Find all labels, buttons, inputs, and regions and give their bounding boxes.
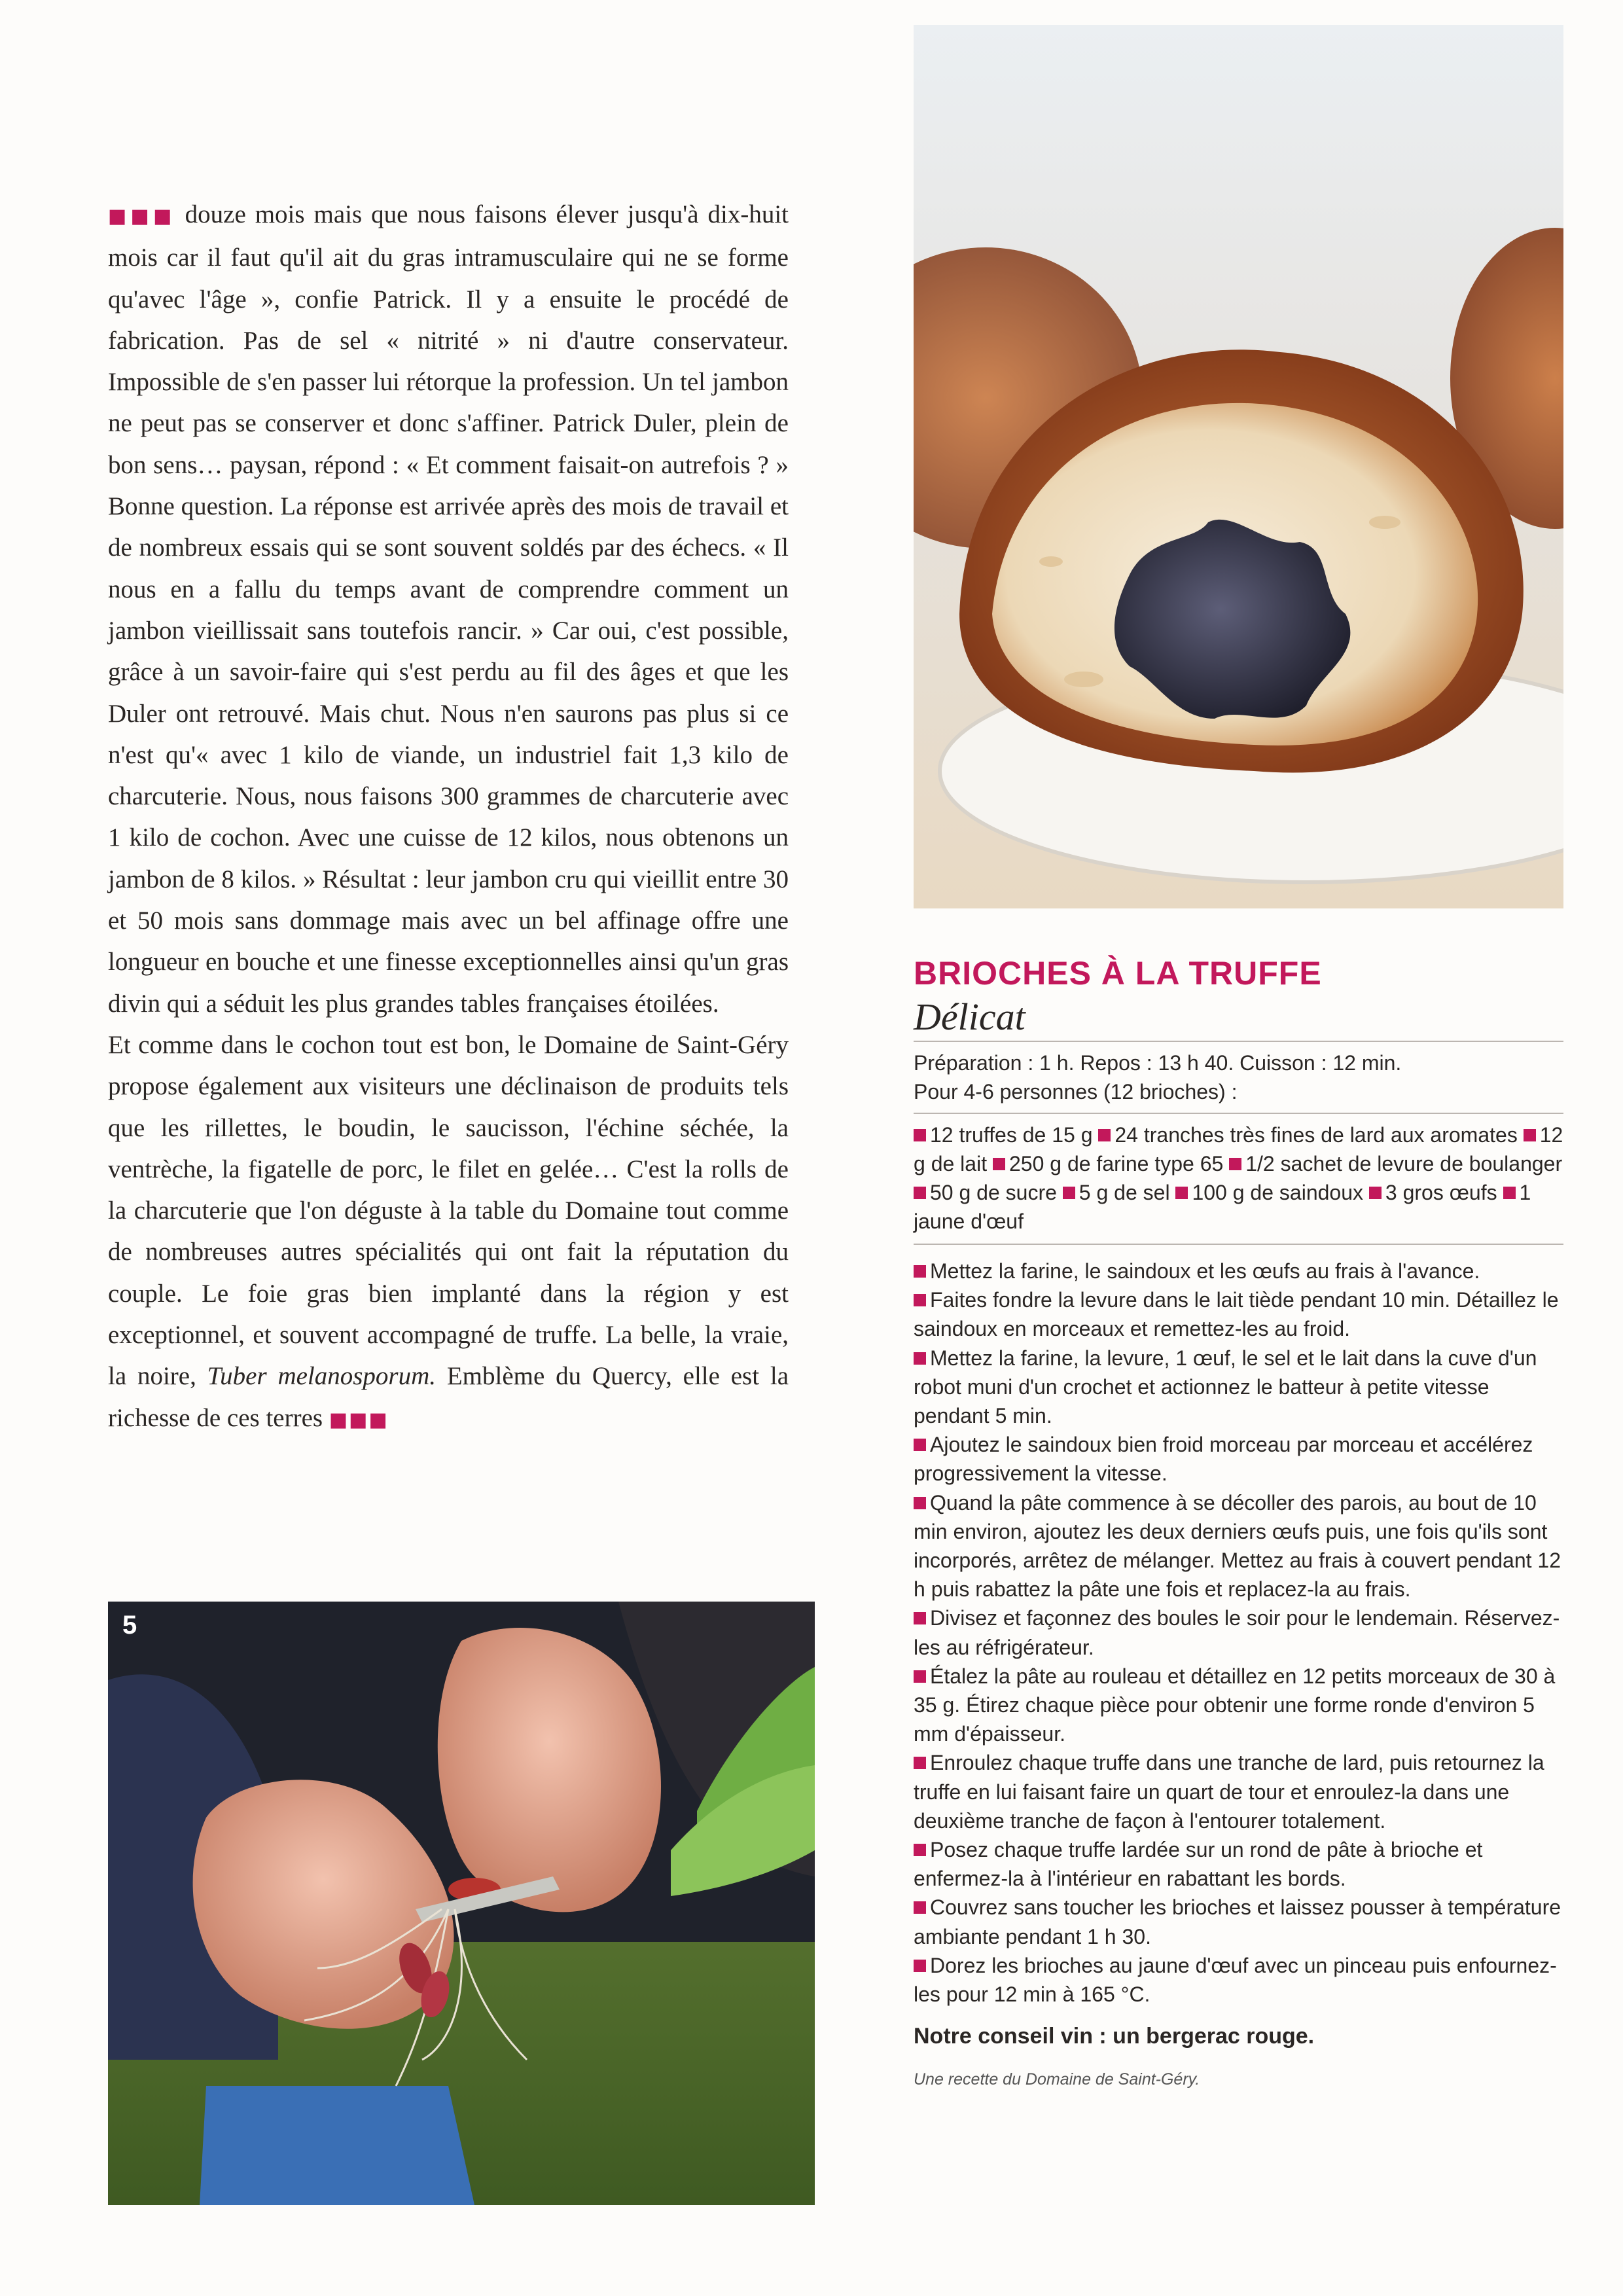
article-text-2b: Emblème du Quercy, elle est la richesse de ces terres: [108, 1362, 789, 1432]
divider: [914, 1041, 1563, 1042]
bullet-square: [914, 1352, 926, 1365]
ingredient-item: 100 g de saindoux: [1192, 1181, 1363, 1204]
recipe-step: [914, 1430, 1563, 1488]
bullet-square: [1369, 1187, 1382, 1199]
bullet-square: [914, 1497, 926, 1509]
bullet-square: [914, 1439, 926, 1451]
bullet-square: [914, 1960, 926, 1972]
step-text: Divisez et façonnez des boules le soir pour le lendemain. Réservez-les au réfrigérateur.: [914, 1606, 1560, 1659]
hands-illustration: [108, 1602, 815, 2205]
step-text: Dorez les brioches au jaune d'œuf avec un pinceau puis enfournez-les pour 12 min à 165 °C.: [914, 1953, 1557, 2007]
recipe-step: [914, 1662, 1563, 1749]
recipe-difficulty: Délicat: [914, 996, 1026, 1038]
recipe-step: [914, 1893, 1563, 1950]
bullet-square: [1175, 1187, 1188, 1199]
wine-advice: Notre conseil vin : un bergerac rouge.: [914, 2024, 1315, 2049]
step-text: Posez chaque truffe lardée sur un rond de pâte à brioche et enfermez-la à l'intérieur en rabattant les bords.: [914, 1838, 1483, 1891]
ingredient-item: 12 truffes de 15 g: [930, 1123, 1093, 1147]
brioche-illustration: [914, 25, 1563, 908]
ingredient-item: 5 g de sel: [1079, 1181, 1170, 1204]
ingredient-item: 250 g de farine type 65: [1008, 1152, 1224, 1175]
bullet-square: [914, 1901, 926, 1914]
bullet-square: [1503, 1187, 1516, 1199]
ingredient-item: 1/2 sachet de levure de boulanger: [1245, 1152, 1563, 1175]
recipe-step: [914, 1344, 1563, 1431]
article-paragraph-1: [108, 194, 789, 1024]
ingredient-item: 1 jaune d'œuf: [914, 1181, 1531, 1233]
step-text: Mettez la farine, la levure, 1 œuf, le sel et le lait dans la cuve d'un robot muni d'un crochet et actionnez le batteur à petite vitesse pendant 5 min.: [914, 1346, 1537, 1428]
recipe-step: [914, 1285, 1563, 1343]
step-text: Mettez la farine, le saindoux et les œufs au frais à l'avance.: [930, 1259, 1480, 1283]
lead-mark: ■■■: [108, 205, 176, 228]
recipe-title: BRIOCHES À LA TRUFFE: [914, 955, 1322, 992]
bullet-square: [914, 1187, 926, 1199]
recipe-step: [914, 1257, 1563, 1285]
end-mark: ■■■: [329, 1408, 389, 1431]
recipe-step: [914, 1488, 1563, 1604]
bullet-square: [914, 1612, 926, 1624]
bullet-square: [1229, 1158, 1241, 1170]
bullet-square: [1063, 1187, 1075, 1199]
step-text: Couvrez sans toucher les brioches et laissez pousser à température ambiante pendant 1 h 30.: [914, 1895, 1561, 1948]
bullet-square: [1098, 1129, 1111, 1141]
recipe-meta: [914, 1049, 1563, 1106]
latin-name: Tuber melanosporum.: [207, 1362, 437, 1391]
recipe-step: [914, 1748, 1563, 1835]
ingredient-item: 24 tranches très fines de lard aux aromates: [1115, 1123, 1518, 1147]
recipe-step: [914, 1951, 1563, 2009]
ingredient-item: 12 g de lait: [914, 1123, 1563, 1175]
article-text-2a: Et comme dans le cochon tout est bon, le Domaine de Saint-Géry propose également aux visiteurs une déclinaison de produits tels que les rillettes, le boudin, le saucisson, l'échine séchée, la ventrèche, la figatelle de porc, le filet en gelée… C'est la rolls de la charcuterie que l'on déguste à la table du Domaine tout comme de nombreuses autres spécialités qui ont fait la réputation du couple. Le foie gras bien implanté dans la région y est exceptionnel, et souvent accompagné de truffe. La belle, la vraie, la noire,: [108, 1030, 789, 1391]
recipe-times: Préparation : 1 h. Repos : 13 h 40. Cuisson : 12 min.: [914, 1051, 1402, 1075]
step-text: Ajoutez le saindoux bien froid morceau par morceau et accélérez progressivement la vitesse.: [914, 1433, 1533, 1486]
divider: [914, 1244, 1563, 1245]
photo-number: 5: [122, 1611, 137, 1640]
brioche-photo: [914, 25, 1563, 908]
hands-photo: [108, 1602, 815, 2205]
ingredient-item: 50 g de sucre: [930, 1181, 1057, 1204]
step-text: Étalez la pâte au rouleau et détaillez en 12 petits morceaux de 30 à 35 g. Étirez chaque pièce pour obtenir une forme ronde d'environ 5 mm d'épaisseur.: [914, 1664, 1556, 1746]
ingredient-list: [914, 1121, 1563, 1236]
bullet-square: [914, 1265, 926, 1278]
recipe-credit: Une recette du Domaine de Saint-Géry.: [914, 2070, 1200, 2089]
bullet-square: [914, 1844, 926, 1856]
bullet-square: [914, 1129, 926, 1141]
step-text: Quand la pâte commence à se décoller des parois, au bout de 10 min environ, ajoutez les deux derniers œufs puis, une fois qu'ils sont incorporés, arrêtez de mélanger. Mettez au frais à couvert pendant 12 h puis rabattez la pâte une fois et replacez-la au frais.: [914, 1490, 1561, 1602]
recipe-step: [914, 1604, 1563, 1661]
article-text-1: douze mois mais que nous faisons élever jusqu'à dix-huit mois car il faut qu'il ait du gras intramusculaire qui ne se forme qu'avec l'âge », confie Patrick. Il y a ensuite le procédé de fabrication. Pas de sel « nitrité » ni d'autre conservateur. Impossible de s'en passer lui rétorque la profession. Un tel jambon ne peut pas se conserver et donc s'affiner. Patrick Duler, plein de bon sens… paysan, répond : « Et comment faisait-on autrefois ? » Bonne question. La réponse est arrivée après des mois de travail et de nombreux essais qui se sont souvent soldés par des échecs. « Il nous en a fallu du temps avant de comprendre comment un jambon vieillissait sans toutefois rancir. » Car oui, c'est possible, grâce à un savoir-faire qui s'est perdu au fil des âges et que les Duler ont retrouvé. Mais chut. Nous n'en saurons pas plus si ce n'est qu'« avec 1 kilo de viande, un industriel fait 1,3 kilo de charcuterie. Nous, nous faisons 300 grammes de charcuterie avec 1 kilo de cochon. Avec une cuisse de 12 kilos, nous obtenons un jambon de 8 kilos. » Résultat : leur jambon cru qui vieillit entre 30 et 50 mois sans dommage mais avec un bel affinage offre une longueur en bouche et une finesse exceptionnelles ainsi qu'un gras divin qui a séduit les plus grandes tables françaises étoilées.: [108, 200, 789, 1018]
bullet-square: [1524, 1129, 1536, 1141]
bullet-square: [914, 1670, 926, 1683]
bullet-square: [914, 1294, 926, 1306]
recipe-step: [914, 1835, 1563, 1893]
bullet-square: [993, 1158, 1005, 1170]
recipe-box: [914, 950, 1563, 2089]
ingredient-item: 3 gros œufs: [1385, 1181, 1497, 1204]
step-text: Faites fondre la levure dans le lait tiède pendant 10 min. Détaillez le saindoux en morceaux et remettez-les au froid.: [914, 1288, 1559, 1341]
article-paragraph-2: [108, 1024, 789, 1441]
recipe-servings: Pour 4-6 personnes (12 brioches) :: [914, 1080, 1238, 1103]
recipe-steps: [914, 1257, 1563, 2009]
divider: [914, 1113, 1563, 1114]
article-body: [108, 194, 789, 1441]
step-text: Enroulez chaque truffe dans une tranche de lard, puis retournez la truffe en lui faisant faire un quart de tour et enroulez-la dans une deuxième tranche de façon à l'entourer totalement.: [914, 1751, 1544, 1833]
bullet-square: [914, 1757, 926, 1769]
